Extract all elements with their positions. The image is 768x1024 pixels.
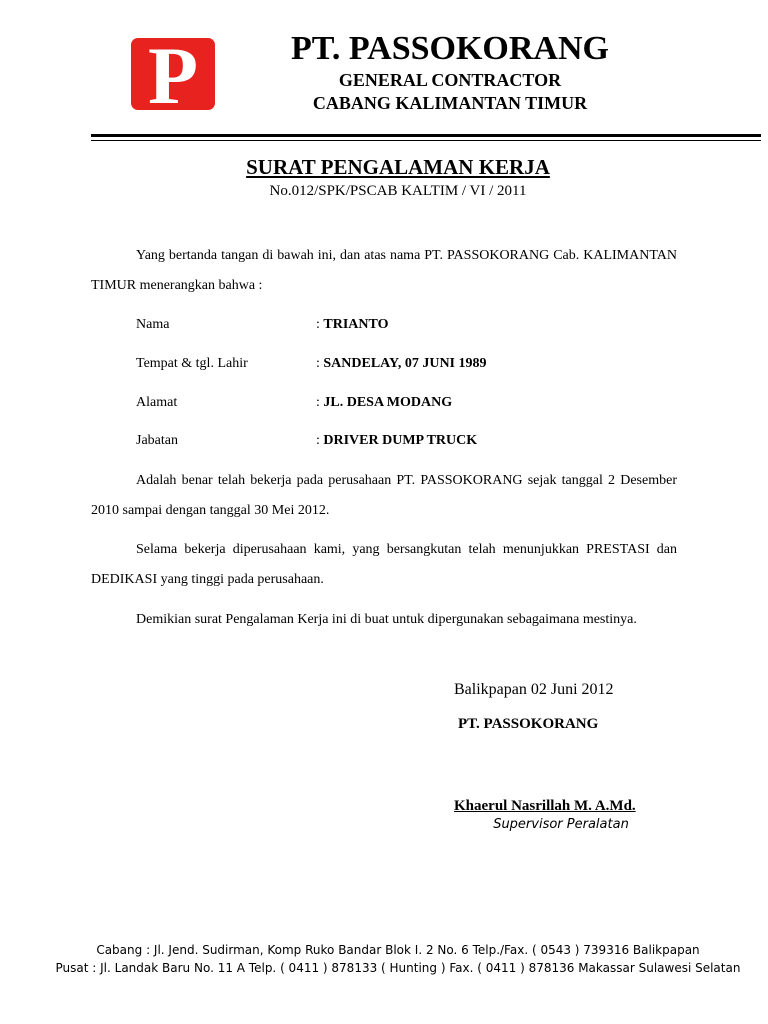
company-name: PT. PASSOKORANG [291,30,609,67]
document-title: SURAT PENGALAMAN KERJA [246,155,550,179]
company-subtitle: GENERAL CONTRACTOR [338,70,562,90]
signature-place-date: Balikpapan 02 Juni 2012 [454,681,614,698]
field-value-text: SANDELAY, 07 JUNI 1989 [323,356,487,371]
signature-company: PT. PASSOKORANG [458,716,599,732]
performance-text: Selama bekerja diperusahaan kami, yang bersangkutan telah menunjukkan PRESTASI dan DEDIKASI yang tinggi pada perusahaan. [91,542,677,587]
field-label: Nama [136,317,170,332]
field-value [316,433,477,449]
field-separator: : [316,433,324,448]
letterhead-divider-thick [91,134,761,137]
field-separator: : [316,395,324,410]
employment-text: Adalah benar telah bekerja pada perusahaan PT. PASSOKORANG sejak tanggal 2 Desember 2010 sampai dengan tanggal 30 Mei 2012. [91,473,677,518]
letterhead-divider-thin [91,140,761,141]
field-label: Tempat & tgl. Lahir [136,356,248,371]
closing-paragraph [91,605,677,635]
field-value [316,395,452,411]
field-value-text: JL. DESA MODANG [323,395,453,410]
intro-paragraph [91,241,677,301]
employment-paragraph [91,466,677,526]
company-logo [131,30,215,121]
closing-text: Demikian surat Pengalaman Kerja ini di buat untuk dipergunakan sebagaimana mestinya. [136,612,637,627]
company-branch: CABANG KALIMANTAN TIMUR [312,93,588,113]
field-separator: : [316,356,324,371]
signatory-name: Khaerul Nasrillah M. A.Md. [454,798,636,814]
logo-letter: P [147,30,199,121]
intro-text: Yang bertanda tangan di bawah ini, dan atas nama PT. PASSOKORANG Cab. KALIMANTAN TIMUR menerangkan bahwa : [91,248,677,293]
field-value-text: DRIVER DUMP TRUCK [323,433,478,448]
footer-head-office-address: Pusat : Jl. Landak Baru No. 11 A Telp. ( 0411 ) 878133 ( Hunting ) Fax. ( 0411 ) 878136 Makassar Sulawesi Selatan [55,961,741,975]
signatory-role: Supervisor Peralatan [493,817,629,832]
field-separator: : [316,317,324,332]
field-value [316,317,388,333]
field-value-text: TRIANTO [323,317,389,332]
performance-paragraph [91,535,677,595]
document-number: No.012/SPK/PSCAB KALTIM / VI / 2011 [269,183,527,199]
field-label: Alamat [136,395,178,410]
field-label: Jabatan [136,433,178,448]
field-value [316,356,487,372]
footer-branch-address: Cabang : Jl. Jend. Sudirman, Komp Ruko Bandar Blok I. 2 No. 6 Telp./Fax. ( 0543 ) 739316 Balikpapan [96,943,700,957]
